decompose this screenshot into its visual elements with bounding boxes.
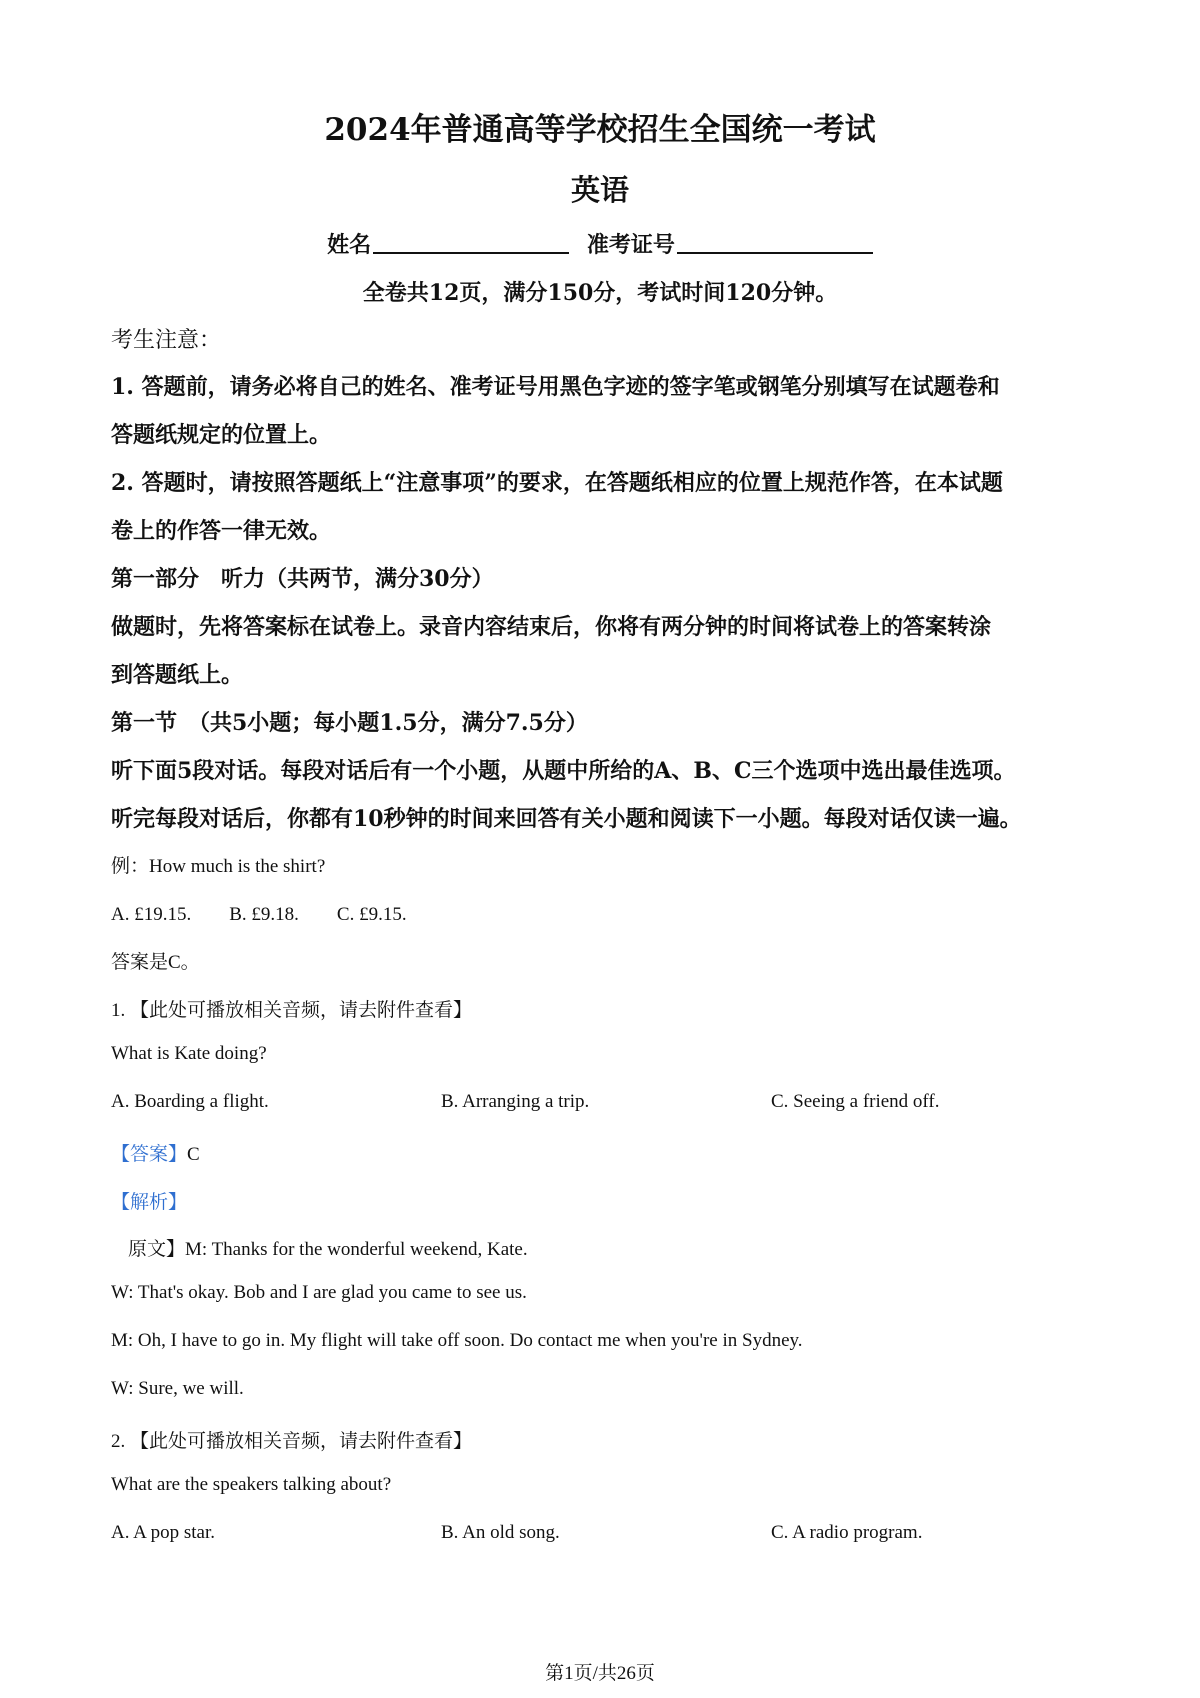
section1-instruction-line-2: 听完每段对话后，你都有10秒钟的时间来回答有关小题和阅读下一小题。每段对话仅读一遍。 [111,806,1022,832]
q2-option-b: B. An old song. [441,1522,560,1543]
q1-audio-placeholder[interactable]: 1. 【此处可播放相关音频，请去附件查看】 [111,1000,473,1021]
notice-item-2-line-1: 2. 答题时，请按照答题纸上“注意事项”的要求，在答题纸相应的位置上规范作答，在本试题 [111,470,1003,496]
transcript-line-1: 原文】M: Thanks for the wonderful weekend, Kate. [128,1239,528,1260]
notice-item-2-line-2: 卷上的作答一律无效。 [111,518,332,544]
id-blank [677,232,873,254]
q2-option-a: A. A pop star. [111,1522,215,1543]
q2-question: What are the speakers talking about? [111,1474,392,1495]
q1-question: What is Kate doing? [111,1043,267,1064]
example-question: 例：How much is the shirt? [111,856,326,877]
q1-answer [111,1139,200,1166]
exam-title: 2024年普通高等学校招生全国统一考试 [324,112,876,148]
transcript-line-2: W: That's okay. Bob and I are glad you came to see us. [111,1282,527,1303]
part1-instruction-line-1: 做题时，先将答案标在试卷上。录音内容结束后，你将有两分钟的时间将试卷上的答案转涂 [111,614,992,640]
q1-option-c: C. Seeing a friend off. [771,1091,940,1112]
name-blank [373,232,569,254]
notice-item-1-line-1: 1. 答题前，请务必将自己的姓名、准考证号用黑色字迹的签字笔或钢笔分别填写在试题卷和 [111,374,1000,400]
part1-heading: 第一部分 听力（共两节，满分30分） [111,566,494,592]
id-label: 准考证号 [586,232,675,258]
q2-audio-placeholder[interactable]: 2. 【此处可播放相关音频，请去附件查看】 [111,1431,473,1452]
notice-heading: 考生注意： [111,328,222,353]
section1-heading: 第一节 （共5小题；每小题1.5分，满分7.5分） [111,710,588,736]
q1-option-a: A. Boarding a flight. [111,1091,269,1112]
q1-option-b: B. Arranging a trip. [441,1091,590,1112]
q2-option-c: C. A radio program. [771,1522,923,1543]
part1-instruction-line-2: 到答题纸上。 [111,662,244,688]
answer-value: C [187,1144,200,1165]
transcript-line-4: W: Sure, we will. [111,1378,244,1399]
answer-tag: 【答案】 [111,1144,188,1165]
analysis-tag: 【解析】 [111,1192,188,1213]
example-answer: 答案是C。 [111,952,200,973]
page-footer: 第1页/共26页 [545,1663,655,1684]
name-label: 姓名 [327,232,372,258]
notice-item-1-line-2: 答题纸规定的位置上。 [111,422,332,448]
section1-instruction-line-1: 听下面5段对话。每段对话后有一个小题，从题中所给的A、B、C三个选项中选出最佳选项。 [111,758,1016,784]
candidate-info-row [0,228,1200,259]
exam-info: 全卷共12页，满分150分，考试时间120分钟。 [362,280,838,306]
subject-title: 英语 [570,173,629,207]
transcript-line-3: M: Oh, I have to go in. My flight will take off soon. Do contact me when you're in Sydney. [111,1330,803,1351]
example-options: A. £19.15. B. £9.18. C. £9.15. [111,904,407,925]
